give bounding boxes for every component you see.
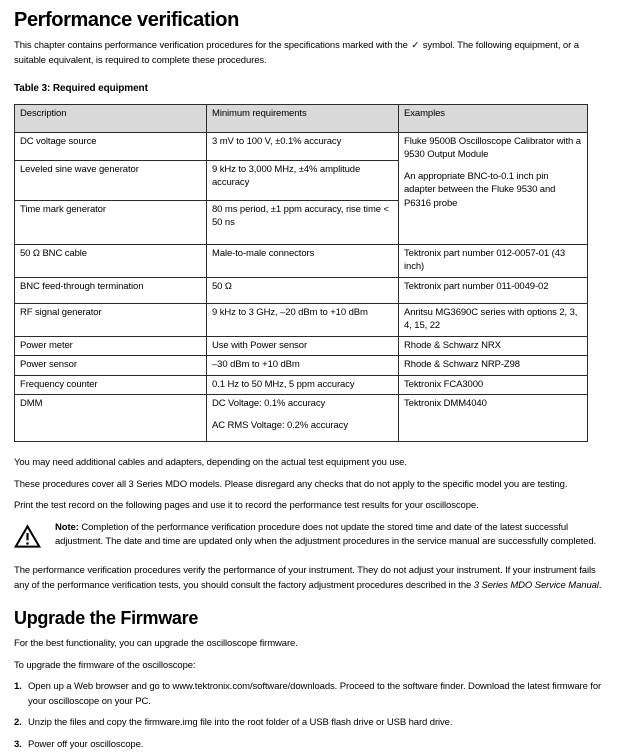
table-row [15, 395, 588, 442]
cell-requirement [207, 395, 399, 442]
cell-requirement: 3 mV to 100 V, ±0.1% accuracy [207, 132, 399, 160]
cell-requirement: 80 ms period, ±1 ppm accuracy, rise time < 50 ns [207, 200, 399, 244]
table-header-row [15, 104, 588, 132]
table-row [15, 277, 588, 303]
body-paragraph-verify [14, 564, 610, 593]
step-text: Unzip the files and copy the firmware.img file into the root folder of a USB flash drive or USB hard drive. [28, 716, 610, 731]
cell-description: Power sensor [15, 356, 207, 376]
note-label: Note: [55, 522, 79, 533]
body-paragraph-models: These procedures cover all 3 Series MDO models. Please disregard any checks that do not apply to the specific model you are testing. [14, 478, 610, 493]
note-text [55, 521, 610, 550]
firmware-paragraph-steps-lead: To upgrade the firmware of the oscilloscope: [14, 659, 610, 674]
table-row [15, 303, 588, 336]
cell-requirement: –30 dBm to +10 dBm [207, 356, 399, 376]
col-header-examples: Examples [399, 104, 588, 132]
cell-description: Power meter [15, 336, 207, 356]
col-header-minimum-requirements: Minimum requirements [207, 104, 399, 132]
cell-description: DMM [15, 395, 207, 442]
cell-requirement: Use with Power sensor [207, 336, 399, 356]
table-row [15, 375, 588, 395]
cell-example: Tektronix part number 011-0049-02 [399, 277, 588, 303]
cell-example: Anritsu MG3690C series with options 2, 3, 4, 15, 22 [399, 303, 588, 336]
required-equipment-table [14, 104, 588, 443]
cell-requirement: 9 kHz to 3 GHz, –20 dBm to +10 dBm [207, 303, 399, 336]
manual-title-italic: 3 Series MDO Service Manual [474, 580, 599, 591]
requirement-line: DC Voltage: 0.1% accuracy [212, 397, 393, 411]
list-item [14, 716, 610, 731]
cell-example-merged [399, 132, 588, 244]
body-paragraph-test-record: Print the test record on the following pages and use it to record the performance test results for your oscilloscope. [14, 499, 610, 514]
section-heading-upgrade-firmware: Upgrade the Firmware [14, 607, 610, 629]
requirement-line: AC RMS Voltage: 0.2% accuracy [212, 419, 393, 433]
cell-requirement: 0.1 Hz to 50 MHz, 5 ppm accuracy [207, 375, 399, 395]
warning-triangle-icon [14, 524, 41, 555]
cell-description: BNC feed-through termination [15, 277, 207, 303]
example-paragraph: Fluke 9500B Oscilloscope Calibrator with a 9530 Output Module [404, 135, 582, 162]
step-text: Power off your oscilloscope. [28, 738, 610, 752]
intro-text-before: This chapter contains performance verification procedures for the specifications marked with the [14, 40, 410, 51]
cell-example: Rhode & Schwarz NRP-Z98 [399, 356, 588, 376]
cell-example: Tektronix DMM4040 [399, 395, 588, 442]
table-caption: Table 3: Required equipment [14, 82, 610, 97]
intro-paragraph [14, 39, 610, 68]
cell-example: Tektronix part number 012-0057-01 (43 inch) [399, 244, 588, 277]
cell-description: Time mark generator [15, 200, 207, 244]
cell-example: Rhode & Schwarz NRX [399, 336, 588, 356]
checkmark-icon: ✓ [410, 40, 420, 51]
cell-description: Leveled sine wave generator [15, 160, 207, 200]
table-row [15, 132, 588, 160]
step-number: 2. [14, 716, 28, 731]
step-number: 3. [14, 738, 28, 752]
firmware-paragraph-intro: For the best functionality, you can upgrade the oscilloscope firmware. [14, 637, 610, 652]
cell-description: 50 Ω BNC cable [15, 244, 207, 277]
note-body: Completion of the performance verification procedure does not update the stored time and date of the latest successful adjustment. The date and time are updated only when the adjustment procedures in the service manual are successfully completed. [55, 522, 596, 548]
verify-text: The performance verification procedures verify the performance of your instrument. They do not adjust your instrument. If your instrument fails any of the performance verification tests, you should consult the factory adjustment procedures described in the [14, 565, 596, 591]
verify-text-end: . [599, 580, 602, 591]
cell-description: RF signal generator [15, 303, 207, 336]
firmware-steps-list [14, 680, 610, 752]
intro-text-after: symbol. The following equipment, or a suitable equivalent, is required to complete these procedures. [14, 40, 579, 66]
cell-description: DC voltage source [15, 132, 207, 160]
table-row [15, 356, 588, 376]
cell-requirement: 50 Ω [207, 277, 399, 303]
step-number: 1. [14, 680, 28, 709]
body-paragraph-cables: You may need additional cables and adapters, depending on the actual test equipment you use. [14, 456, 610, 471]
cell-requirement: Male-to-male connectors [207, 244, 399, 277]
note-block [14, 521, 610, 555]
example-paragraph: An appropriate BNC-to-0.1 inch pin adapter between the Fluke 9530 and P6316 probe [404, 170, 582, 211]
table-row [15, 336, 588, 356]
step-text: Open up a Web browser and go to www.tektronix.com/software/downloads. Proceed to the software finder. Download the latest firmware for your oscilloscope on your PC. [28, 680, 610, 709]
col-header-description: Description [15, 104, 207, 132]
page-title: Performance verification [14, 8, 610, 32]
cell-description: Frequency counter [15, 375, 207, 395]
list-item [14, 680, 610, 709]
cell-example: Tektronix FCA3000 [399, 375, 588, 395]
cell-requirement: 9 kHz to 3,000 MHz, ±4% amplitude accuracy [207, 160, 399, 200]
table-row [15, 244, 588, 277]
